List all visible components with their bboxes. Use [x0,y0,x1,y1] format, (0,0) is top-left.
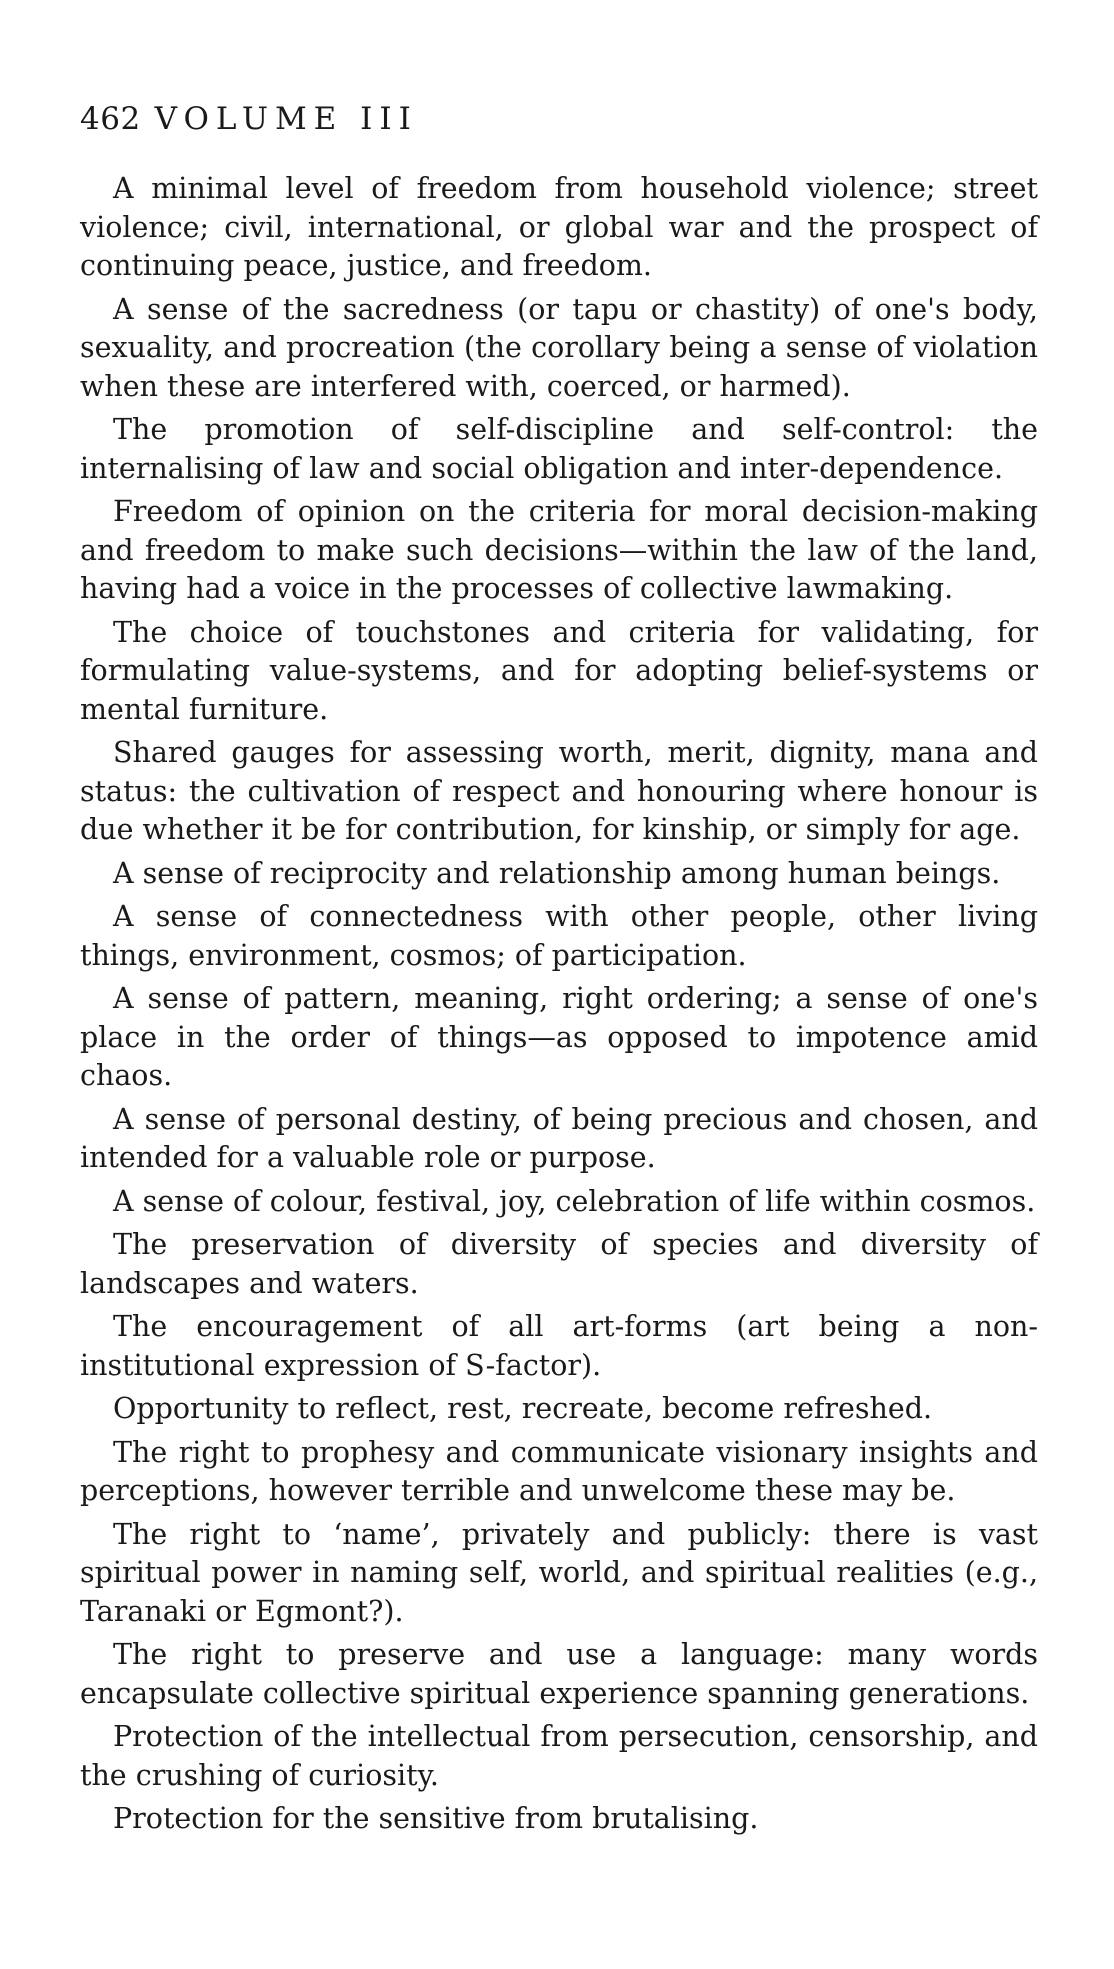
paragraph: Shared gauges for assessing worth, merit, dignity, mana and status: the cultivation of respect and honouring where honour is due whether it be for contribution, for kinship, or simply for age. [80,736,1038,846]
paragraph: Protection of the intellectual from persecution, censorship, and the crushing of curiosity. [80,1720,1038,1792]
paragraph: Freedom of opinion on the criteria for moral decision-making and freedom to make such decisions—within the law of the land, having had a voice in the processes of collective lawmaking. [80,495,1038,605]
paragraph: Opportunity to reflect, rest, recreate, become refreshed. [113,1392,933,1425]
paragraph: A sense of personal destiny, of being precious and chosen, and intended for a valuable role or purpose. [80,1102,1038,1174]
paragraph: A sense of pattern, meaning, right ordering; a sense of one's place in the order of things—as opposed to impotence amid chaos. [80,982,1038,1092]
paragraph: The right to ‘name’, privately and publicly: there is vast spiritual power in naming self, world, and spiritual realities (e.g., Taranaki or Egmont?). [80,1517,1038,1628]
paragraph: A minimal level of freedom from household violence; street violence; civil, international, or global war and the prospect of continuing peace, justice, and freedom. [80,172,1038,282]
paragraph: The preservation of diversity of species and diversity of landscapes and waters. [80,1228,1038,1300]
paragraph: The choice of touchstones and criteria for validating, for formulating value-systems, and for adopting belief-systems or mental furniture. [80,615,1038,726]
paragraph: Protection for the sensitive from brutalising. [113,1802,759,1835]
paragraph: The promotion of self-discipline and self-control: the internalising of law and social obligation and inter-dependence. [80,413,1038,485]
page-number: 462 [80,101,141,137]
paragraph: The encouragement of all art-forms (art being a non-institutional expression of S-factor). [80,1310,1038,1382]
paragraph: A sense of the sacredness (or tapu or chastity) of one's body, sexuality, and procreation (the corollary being a sense of violation when these are interfered with, coerced, or harmed). [80,292,1038,403]
paragraph: A sense of colour, festival, joy, celebration of life within cosmos. [113,1184,1036,1218]
body-text [80,170,1038,1844]
volume-label: VOLUME III [154,101,418,137]
paragraph: The right to preserve and use a language: many words encapsulate collective spiritual experience spanning generations. [80,1638,1038,1710]
running-head [80,101,418,137]
paragraph: The right to prophesy and communicate visionary insights and perceptions, however terrible and unwelcome these may be. [80,1435,1038,1507]
paragraph: A sense of connectedness with other people, other living things, environment, cosmos; of participation. [80,900,1038,972]
paragraph: A sense of reciprocity and relationship among human beings. [113,856,1001,890]
